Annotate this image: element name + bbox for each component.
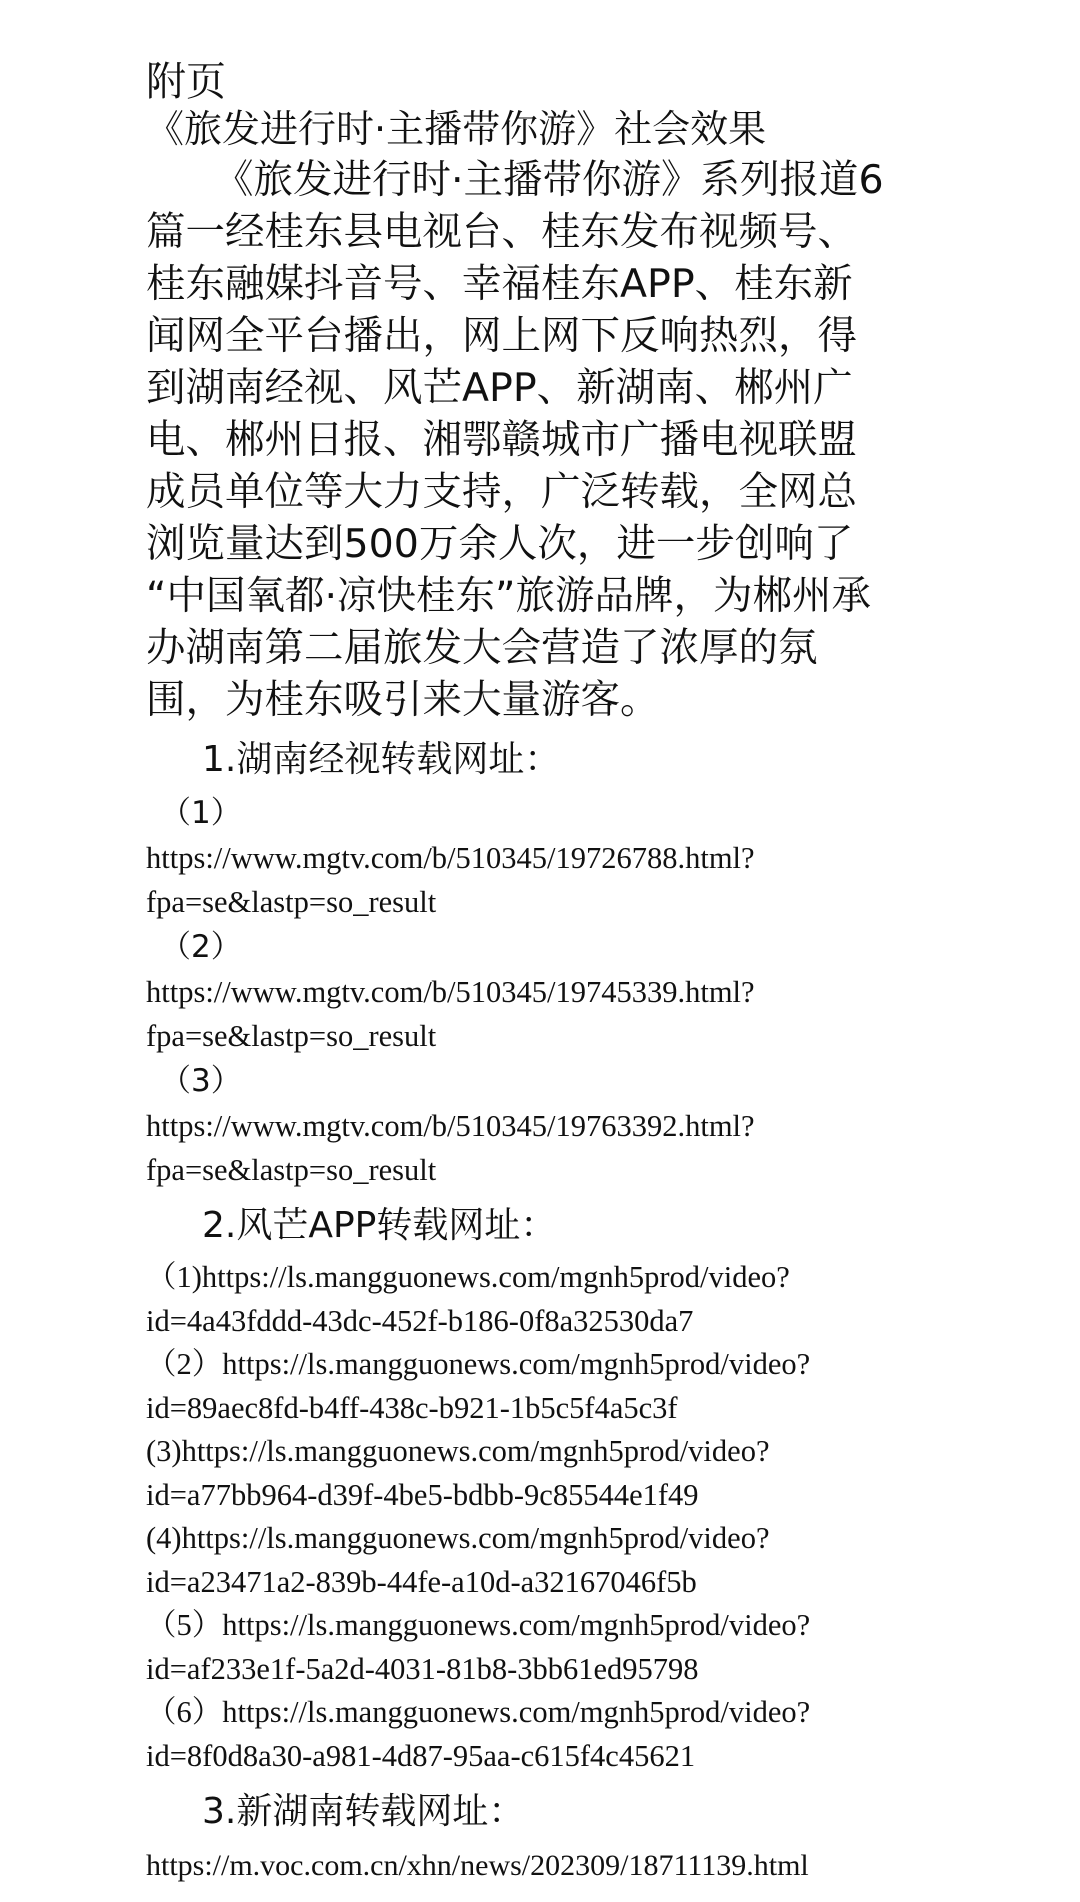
paragraph-line: 篇一经桂东县电视台、桂东发布视频号、: [146, 209, 857, 255]
document-content: [146, 60, 966, 1888]
item-label: （1）: [160, 795, 242, 831]
paragraph-line: 成员单位等大力支持，广泛转载，全网总: [146, 469, 857, 515]
url-link[interactable]: （2）https://ls.mangguonews.com/mgnh5prod/video?: [146, 1347, 811, 1381]
item-label: （2）: [160, 929, 242, 965]
paragraph-line: 闻网全平台播出，网上网下反响热烈，得: [146, 313, 857, 359]
section-hunan-tv: [146, 730, 966, 1192]
paragraph-line: 桂东融媒抖音号、幸福桂东APP、桂东新: [146, 261, 853, 307]
url-link[interactable]: https://www.mgtv.com/b/510345/19763392.html?: [146, 1109, 755, 1143]
section-new-hunan: [146, 1782, 966, 1888]
url-link-continued[interactable]: id=89aec8fd-b4ff-438c-b921-1b5c5f4a5c3f: [146, 1390, 678, 1425]
url-link-continued[interactable]: fpa=se&lastp=so_result: [146, 1153, 437, 1187]
section-heading: 1.湖南经视转载网址：: [202, 739, 561, 780]
url-link-continued[interactable]: id=4a43fddd-43dc-452f-b186-0f8a32530da7: [146, 1303, 694, 1338]
paragraph-line: 到湖南经视、风芒APP、新湖南、郴州广: [146, 365, 853, 411]
url-link[interactable]: https://www.mgtv.com/b/510345/19726788.html?: [146, 841, 755, 875]
url-link-continued[interactable]: id=a77bb964-d39f-4be5-bdbb-9c85544e1f49: [146, 1477, 699, 1512]
url-link[interactable]: (4)https://ls.mangguonews.com/mgnh5prod/video?: [146, 1521, 770, 1555]
paragraph-line: 浏览量达到500万余人次，进一步创响了: [146, 521, 854, 567]
appendix-label: 附页: [146, 59, 226, 105]
url-link-continued[interactable]: fpa=se&lastp=so_result: [146, 885, 437, 919]
document-title: 《旅发进行时·主播带你游》社会效果: [146, 107, 767, 151]
section-heading: 2.风芒APP转载网址：: [202, 1205, 557, 1246]
section-heading: 3.新湖南转载网址：: [202, 1791, 525, 1832]
url-link[interactable]: https://m.voc.com.cn/xhn/news/202309/18711139.html: [146, 1849, 809, 1882]
url-link-continued[interactable]: id=8f0d8a30-a981-4d87-95aa-c615f4c45621: [146, 1738, 696, 1773]
url-link-continued[interactable]: id=a23471a2-839b-44fe-a10d-a32167046f5b: [146, 1564, 697, 1599]
url-link[interactable]: （1)https://ls.mangguonews.com/mgnh5prod/video?: [146, 1260, 790, 1294]
paragraph-line: 办湖南第二届旅发大会营造了浓厚的氛: [146, 625, 818, 671]
paragraph-line: 围，为桂东吸引来大量游客。: [146, 677, 660, 723]
url-link-continued[interactable]: id=af233e1f-5a2d-4031-81b8-3bb61ed95798: [146, 1651, 699, 1686]
url-link[interactable]: (3)https://ls.mangguonews.com/mgnh5prod/video?: [146, 1434, 770, 1468]
url-link[interactable]: https://www.mgtv.com/b/510345/19745339.html?: [146, 975, 755, 1009]
section-fengmang: [146, 1196, 966, 1778]
url-link-continued[interactable]: fpa=se&lastp=so_result: [146, 1019, 437, 1053]
url-link[interactable]: （5）https://ls.mangguonews.com/mgnh5prod/video?: [146, 1608, 811, 1642]
paragraph-line: “中国氧都·凉快桂东”旅游品牌，为郴州承: [146, 573, 871, 619]
paragraph-line: 《旅发进行时·主播带你游》系列报道6: [214, 157, 884, 203]
url-link[interactable]: （6）https://ls.mangguonews.com/mgnh5prod/video?: [146, 1695, 811, 1729]
body-paragraph: [146, 154, 966, 726]
paragraph-line: 电、郴州日报、湘鄂赣城市广播电视联盟: [146, 417, 857, 463]
item-label: （3）: [160, 1063, 242, 1099]
